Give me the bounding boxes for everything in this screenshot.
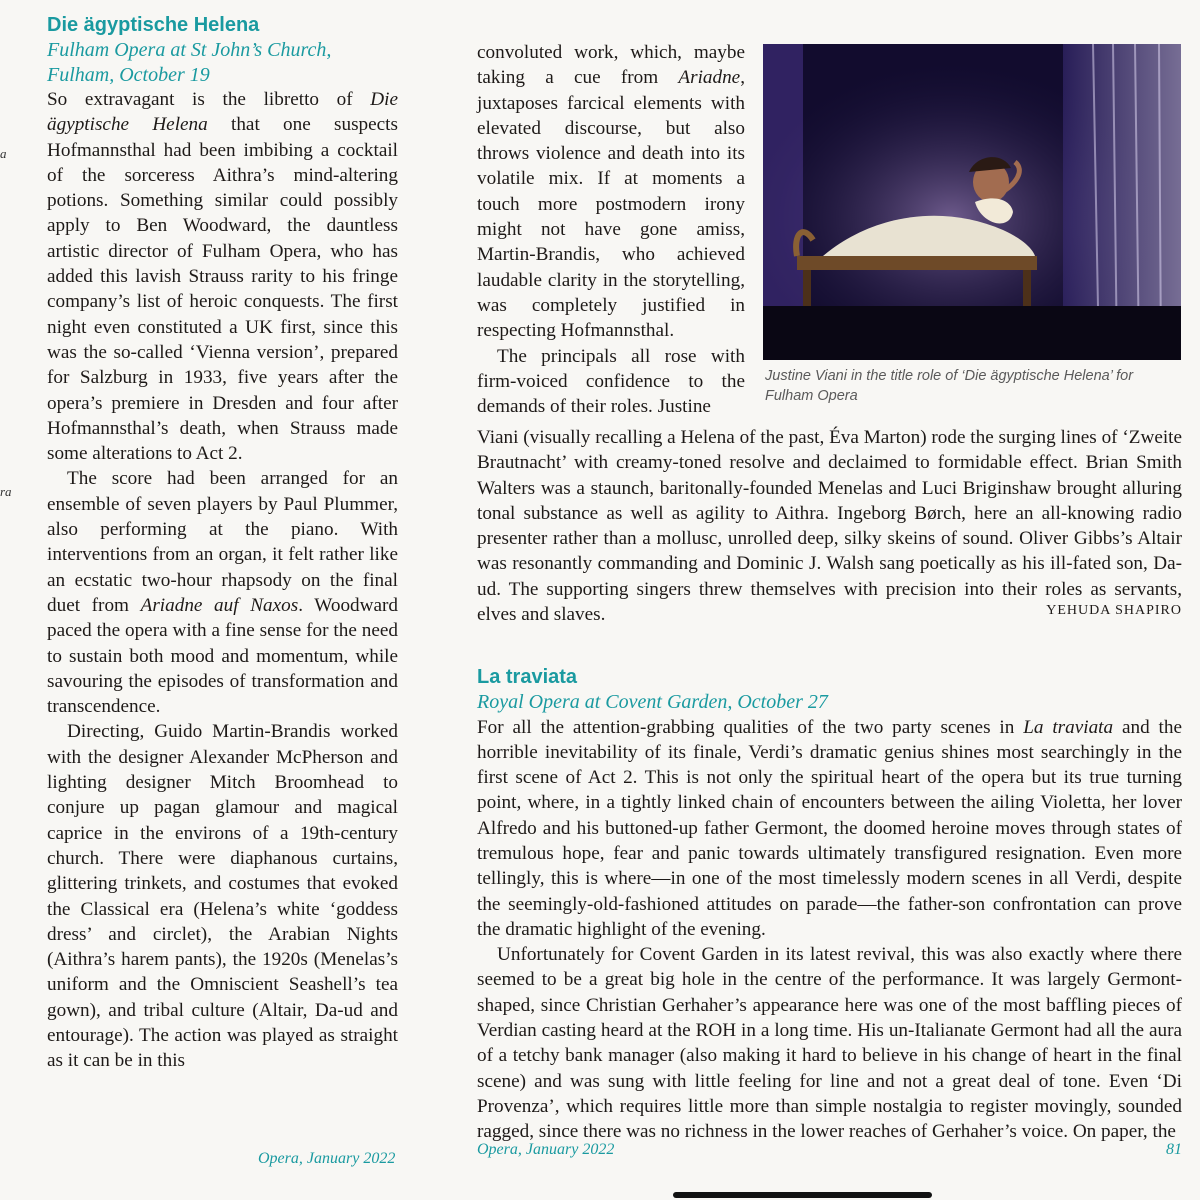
reviewer-byline: YEHUDA SHAPIRO	[1046, 603, 1182, 619]
paragraph: Viani (visually recalling a Helena of the past, Éva Marton) rode the surging lines of ‘Zweite Brautnacht’ with creamy-toned resolve and declaimed to formidable effect. Brian Smith Walters was a staunch, baritonally-founded Menelas and Luci Briginshaw brought alluring tonal substance as well as agility to Aithra. Ingeborg Børch, here an all-knowing radio presenter rather than a mollusc, unrolled deep, silky skeins of sound. Oliver Gibbs’s Altair was resonantly commanding and Dominic J. Walsh sang poetically as his ill-fated son, Da-ud. The supporting singers threw themselves with precision into their roles as servants, elves and slaves.	[477, 427, 1183, 626]
second-review	[477, 664, 1182, 1145]
left-column	[47, 12, 398, 1074]
page-number: 81	[1166, 1141, 1182, 1158]
paragraph: So extravagant is the libretto of Die ägyptische Helena that one suspects Hofmannsthal had been imbibing a cocktail of the sorceress Aithra’s mind-altering potions. Something similar could possibly apply to Ben Woodward, the dauntless artistic director of Fulham Opera, who has added this lavish Strauss rarity to his fringe company’s list of heroic conquests. The first night even constituted a UK first, since this was the so-called ‘Vienna version’, prepared for Salzburg in 1933, five years after the opera’s premiere in Dresden and four after Hofmannsthal’s death, when Strauss made some alterations to Act 2.	[47, 89, 398, 465]
production-photo-figure	[763, 44, 1181, 406]
paragraph: Unfortunately for Covent Garden in its latest revival, this was also exactly where there seemed to be a great big hole in the centre of the performance. It was largely Germont-shaped, since Christian Gerhaher’s appearance here was one of the most baffling pieces of Verdian casting heard at the ROH in a long time. His un-Italianate Germont had all the aura of a tetchy bank manager (also making it hard to believe in his change of heart in the final scene) and was sung with little feeling for line and not a great deal of tone. Even ‘Di Provenza’, which requires little more than simple nostalgia to register movingly, sounded ragged, since there was no richness in the lower reaches of Gerhaher’s voice. On paper, the	[477, 944, 1182, 1143]
review-venue	[47, 38, 398, 87]
work-title: Die ägyptische Helena	[47, 89, 398, 136]
review-venue: Royal Opera at Covent Garden, October 27	[477, 691, 828, 713]
edge-fragment: ra	[0, 484, 12, 499]
paragraph: For all the attention-grabbing qualities of the two party scenes in La traviata and the horrible inevitability of its finale, Verdi’s dramatic genius shines most searchingly in the first scene of Act 2. This is not only the spiritual heart of the opera but its true turning point, where, in a tightly linked chain of encounters between the ailing Violetta, her lover Alfredo and his buttoned-up father Germont, the doomed heroine moves through states of tremulous hope, fear and panic towards ultimately transfigured resignation. Even more tellingly, this is where—in one of the most timelessly modern scenes in all Verdi, despite the seemingly-old-fashioned attitudes on parade—the father-son confrontation can prove the dramatic highlight of the evening.	[477, 716, 1182, 940]
work-title: La traviata	[1023, 716, 1114, 738]
home-indicator-bar[interactable]	[673, 1192, 932, 1198]
edge-fragment: a	[0, 146, 7, 161]
venue-line: Fulham Opera at St John’s Church,	[47, 39, 332, 61]
paragraph: Directing, Guido Martin-Brandis worked with the designer Alexander McPherson and lighting designer Mitch Broomhead to conjure up pagan glamour and magical caprice in the environs of a 19th-century church. There were diaphanous curtains, glittering trinkets, and costumes that evoked the Classical era (Helena’s white ‘goddess dress’ and circlet), the Arabian Nights (Aithra’s harem pants), the 1920s (Menelas’s uniform and the Omniscient Seashell’s tea gown), and tribal culture (Altair, Da-ud and entourage). The action was played as straight as it can be in this	[47, 721, 398, 1072]
paragraph: The score had been arranged for an ensemble of seven players by Paul Plummer, also performing at the piano. With interventions from an organ, it felt rather like an ecstatic two-hour rhapsody on the final duet from Ariadne auf Naxos. Woodward paced the opera with a fine sense for the need to sustain both mood and momentum, while savouring the episodes of transformation and transcendence.	[47, 468, 398, 718]
production-photo	[763, 44, 1181, 360]
wide-continuation	[477, 425, 1183, 626]
review-title: La traviata	[477, 666, 578, 688]
review-title: Die ägyptische Helena	[47, 14, 260, 36]
page-footer-right	[477, 1141, 1182, 1159]
paragraph: The principals all rose with firm-voiced confidence to the demands of their roles. Justine	[477, 345, 745, 418]
work-title: Ariadne	[678, 67, 741, 89]
page-footer-left: Opera, January 2022	[258, 1150, 396, 1167]
photo-caption: Justine Viani in the title role of ‘Die ägyptische Helena’ for Fulham Opera	[765, 368, 1134, 404]
right-narrow-column	[477, 40, 745, 419]
work-title: Ariadne auf Naxos	[140, 594, 299, 616]
footer-publication: Opera, January 2022	[477, 1141, 615, 1158]
stage-scene-image	[763, 44, 1181, 360]
venue-date-line: Fulham, October 19	[47, 63, 210, 86]
paragraph: convoluted work, which, maybe taking a cue from Ariadne, juxtaposes farcical elements with elevated discourse, but also throws violence and death into its volatile mix. If at moments a touch more postmodern irony might not have gone amiss, Martin-Brandis, who achieved laudable clarity in the storytelling, was completely justified in respecting Hofmannsthal.	[477, 42, 745, 342]
